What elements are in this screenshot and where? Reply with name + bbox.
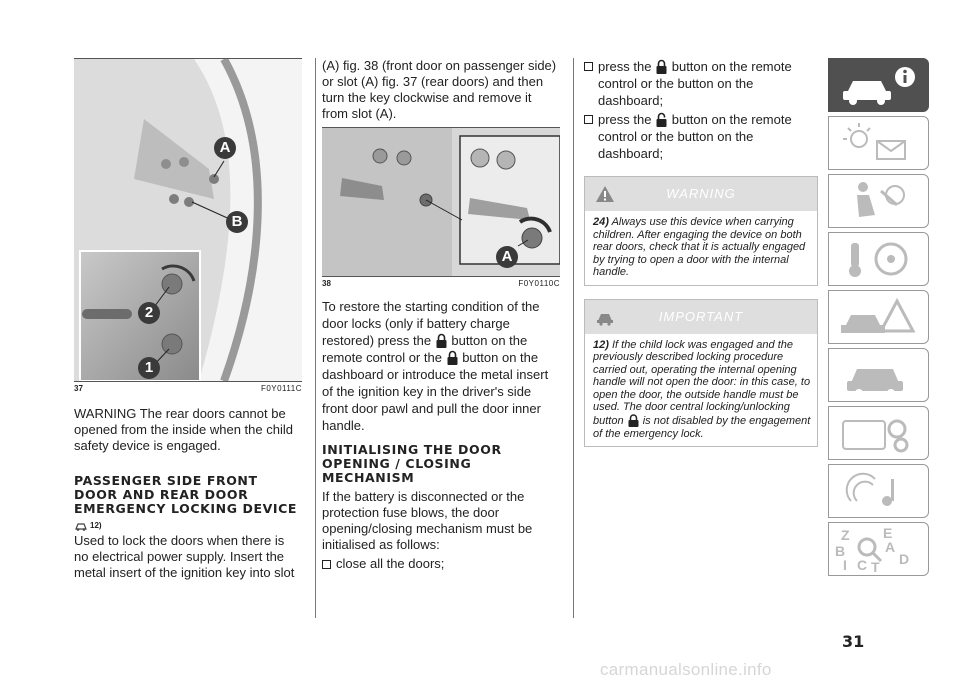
emergency-warning-icon [829, 291, 929, 343]
reference-number: 12) [90, 520, 102, 530]
reference-mark [74, 519, 302, 531]
section-heading: INITIALISING THE DOOR OPENING / CLOSING MECHANISM [322, 442, 502, 485]
callout-2: 2 [138, 302, 160, 324]
tab-multimedia[interactable] [828, 464, 929, 518]
tab-car-info[interactable] [828, 58, 929, 112]
warning-title: WARNING [666, 186, 736, 201]
important-title: IMPORTANT [658, 308, 744, 324]
important-body [585, 334, 817, 447]
list-item [584, 58, 818, 109]
watermark: carmanualsonline.info [600, 660, 772, 679]
callout-a: A [496, 246, 518, 268]
lock-button-icon [446, 350, 459, 366]
warning-ref: 24) [593, 216, 609, 228]
figure-code: F0Y0111C [260, 384, 302, 393]
chapter-tabs [828, 58, 929, 580]
list-item [322, 556, 560, 572]
car-maintenance-icon [829, 349, 929, 401]
index-letter: D [899, 551, 910, 567]
magnifier-icon [855, 535, 885, 565]
index-letter: B [835, 543, 846, 559]
lock-button-icon [655, 59, 668, 75]
warning-header [585, 177, 817, 211]
bullet-box-icon [584, 62, 593, 71]
important-text-part: If the child lock was engaged and the previously described locking procedure carried out, operating the internal opening handle will not open the door: in this case, to open the door, the outside handle must be used. The door central locking/unlocking button [593, 338, 811, 427]
tab-starting-driving[interactable] [828, 232, 929, 286]
figure-caption [322, 277, 560, 288]
front-door-illustration [322, 128, 560, 276]
list-item-text: close all the doors; [336, 556, 445, 571]
warning-text: Always use this device when carrying children. After engaging the device on both rear doors, check that it is actually engaged by trying to open a door with the internal handle. [593, 216, 806, 278]
page-number: 31 [842, 632, 865, 651]
tab-emergency[interactable] [828, 290, 929, 344]
restore-text-part: button on the remote control or the [322, 333, 528, 365]
figure-code: F0Y0110C [518, 279, 560, 288]
warning-box [584, 176, 818, 286]
callout-1: 1 [138, 357, 160, 379]
bullet-box-icon [322, 560, 331, 569]
column-middle [322, 58, 560, 572]
warning-text: WARNING The rear doors cannot be opened from the inside when the child safety device is engaged. [74, 406, 293, 453]
figure-38 [322, 128, 560, 276]
technical-data-icon [829, 407, 929, 459]
tab-alphabetical-index[interactable] [828, 522, 929, 576]
list-item-text [598, 58, 818, 109]
body-text: If the battery is disconnected or the protection fuse blows, the door opening/closing mechanism must be initialised as follows: [322, 489, 533, 552]
airbag-seat-icon [829, 175, 929, 227]
important-text-part: is not disabled by the engagement of the emergency lock. [593, 414, 811, 440]
index-letter: A [885, 539, 896, 555]
car-warning-icon [74, 519, 88, 531]
tab-safety[interactable] [828, 174, 929, 228]
figure-number: 38 [322, 279, 331, 288]
restore-text [322, 298, 560, 434]
body-text: Used to lock the doors when there is no electrical power supply. Insert the metal insert of the ignition key into slot [74, 533, 295, 580]
figure-number: 37 [74, 384, 83, 393]
callout-a: A [214, 137, 236, 159]
tab-maintenance[interactable] [828, 348, 929, 402]
important-header [585, 300, 817, 334]
callout-b: B [226, 211, 248, 233]
index-letter: T [871, 559, 880, 575]
column-right [584, 58, 818, 447]
warning-body [585, 211, 817, 285]
unlock-button-icon [655, 112, 668, 128]
figure-caption [74, 382, 302, 393]
multimedia-icon [829, 465, 929, 517]
tab-technical-data[interactable] [828, 406, 929, 460]
figure-37 [74, 59, 302, 381]
lock-button-icon [627, 414, 640, 428]
list-item-text [598, 111, 818, 162]
key-steering-icon [829, 233, 929, 285]
list-item [584, 111, 818, 162]
restore-text-part: To restore the starting condition of the door locks (only if battery charge restored) press the [322, 299, 540, 348]
column-divider [315, 58, 316, 618]
intro-text: (A) fig. 38 (front door on passenger side) or slot (A) fig. 37 (rear doors) and then turn the key clockwise and remove it from slot (A). [322, 58, 557, 121]
index-letter: C [857, 557, 868, 573]
car-info-icon [829, 59, 929, 111]
index-letter: I [843, 557, 847, 573]
list-item-text-part: button on the remote control or the button on the dashboard; [598, 112, 792, 161]
section-heading: PASSENGER SIDE FRONT DOOR AND REAR DOOR EMERGENCY LOCKING DEVICE [74, 473, 298, 516]
alphabetical-index-icon [829, 523, 928, 575]
list-item-text-part: press the [598, 59, 652, 74]
list-item-text-part: press the [598, 112, 652, 127]
important-box [584, 299, 818, 448]
bullet-box-icon [584, 115, 593, 124]
dashboard-lights-icon [829, 117, 929, 169]
index-letter: E [883, 525, 893, 541]
restore-text-part: button on the dashboard or introduce the metal insert of the ignition key in the driver's side front door pawl and pull the door inner handle. [322, 350, 549, 433]
column-left [74, 58, 302, 581]
rear-door-illustration [74, 59, 302, 381]
important-ref: 12) [593, 338, 609, 351]
index-letter: Z [841, 527, 850, 543]
list-item-text-part: button on the remote control or the button on the dashboard; [598, 59, 792, 108]
lock-button-icon [435, 333, 448, 349]
column-divider [573, 58, 574, 618]
tab-dashboard-lights[interactable] [828, 116, 929, 170]
